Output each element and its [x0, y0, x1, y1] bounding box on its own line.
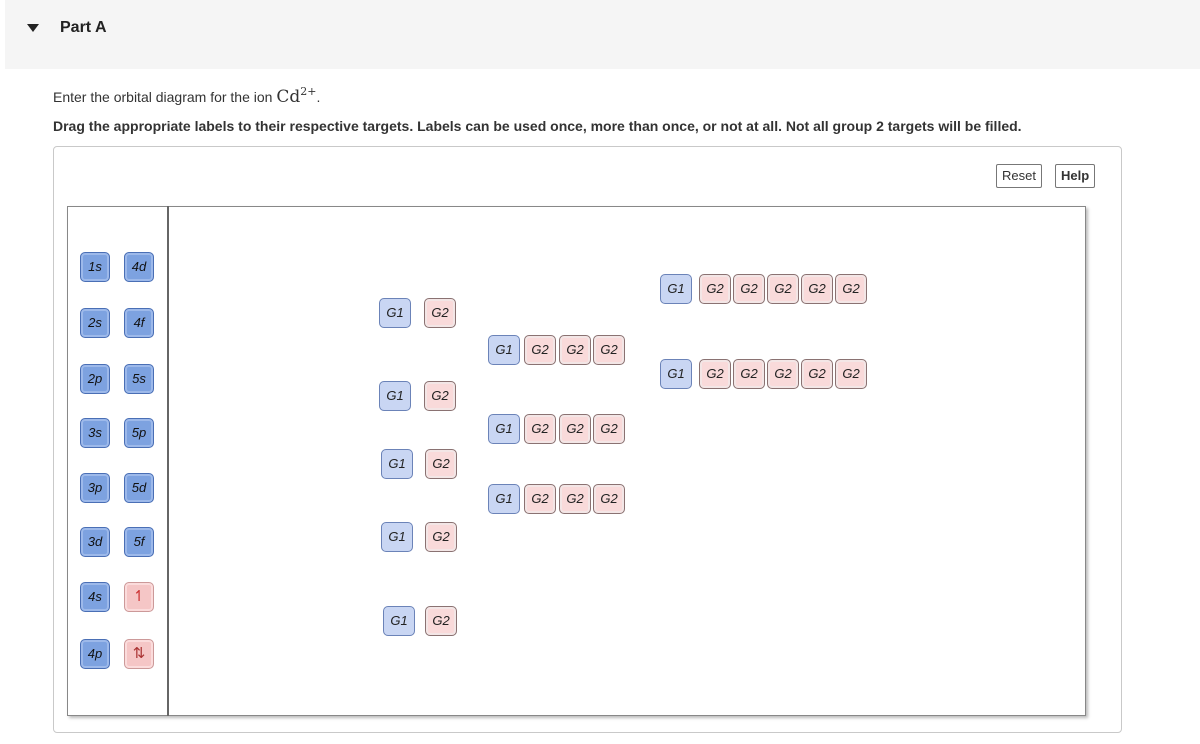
spin-up-arrow-icon[interactable]: ↿ [124, 582, 154, 612]
label-2p[interactable]: 2p [80, 364, 110, 394]
target-g1[interactable]: G1 [383, 606, 415, 636]
target-g1[interactable]: G1 [488, 335, 520, 365]
target-g2[interactable]: G2 [699, 359, 731, 389]
label-4s[interactable]: 4s [80, 582, 110, 612]
target-g2[interactable]: G2 [593, 335, 625, 365]
target-g2[interactable]: G2 [425, 449, 457, 479]
label-5s[interactable]: 5s [124, 364, 154, 394]
target-g2[interactable]: G2 [559, 414, 591, 444]
label-3d[interactable]: 3d [80, 527, 110, 557]
question-prompt [53, 85, 320, 107]
prompt-text: Enter the orbital diagram for the ion [53, 89, 277, 105]
label-4f[interactable]: 4f [124, 308, 154, 338]
ion-charge: 2+ [300, 85, 317, 98]
target-g1[interactable]: G1 [488, 414, 520, 444]
label-5f[interactable]: 5f [124, 527, 154, 557]
label-bank-divider [167, 206, 169, 716]
instructions: Drag the appropriate labels to their respective targets. Labels can be used once, more than once, or not at all. Not all group 2 targets will be filled. [53, 118, 1022, 134]
ion-symbol: Cd [276, 87, 301, 107]
label-5d[interactable]: 5d [124, 473, 154, 503]
part-title: Part A [60, 19, 107, 36]
target-g2[interactable]: G2 [524, 414, 556, 444]
drag-canvas [67, 206, 1086, 716]
spin-pair-arrows-icon[interactable]: ⇅ [124, 639, 154, 669]
target-g1[interactable]: G1 [488, 484, 520, 514]
label-4p[interactable]: 4p [80, 639, 110, 669]
help-button[interactable]: Help [1055, 164, 1095, 188]
target-g1[interactable]: G1 [381, 522, 413, 552]
target-g1[interactable]: G1 [379, 381, 411, 411]
label-4d[interactable]: 4d [124, 252, 154, 282]
collapse-triangle-icon[interactable] [27, 24, 39, 32]
label-3s[interactable]: 3s [80, 418, 110, 448]
target-g1[interactable]: G1 [660, 274, 692, 304]
reset-button[interactable]: Reset [996, 164, 1042, 188]
target-g2[interactable]: G2 [524, 335, 556, 365]
target-g2[interactable]: G2 [835, 359, 867, 389]
target-g2[interactable]: G2 [593, 414, 625, 444]
target-g2[interactable]: G2 [559, 335, 591, 365]
target-g1[interactable]: G1 [660, 359, 692, 389]
target-g1[interactable]: G1 [381, 449, 413, 479]
target-g2[interactable]: G2 [767, 274, 799, 304]
label-1s[interactable]: 1s [80, 252, 110, 282]
target-g2[interactable]: G2 [424, 381, 456, 411]
target-g2[interactable]: G2 [801, 359, 833, 389]
target-g2[interactable]: G2 [425, 606, 457, 636]
label-3p[interactable]: 3p [80, 473, 110, 503]
part-header[interactable] [5, 0, 1200, 69]
target-g2[interactable]: G2 [733, 274, 765, 304]
target-g2[interactable]: G2 [733, 359, 765, 389]
prompt-end: . [316, 89, 321, 105]
target-g2[interactable]: G2 [524, 484, 556, 514]
target-g2[interactable]: G2 [593, 484, 625, 514]
target-g2[interactable]: G2 [699, 274, 731, 304]
target-g2[interactable]: G2 [767, 359, 799, 389]
target-g1[interactable]: G1 [379, 298, 411, 328]
target-g2[interactable]: G2 [559, 484, 591, 514]
label-2s[interactable]: 2s [80, 308, 110, 338]
ion-formula [276, 87, 316, 107]
label-5p[interactable]: 5p [124, 418, 154, 448]
target-g2[interactable]: G2 [835, 274, 867, 304]
target-g2[interactable]: G2 [801, 274, 833, 304]
target-g2[interactable]: G2 [424, 298, 456, 328]
target-g2[interactable]: G2 [425, 522, 457, 552]
